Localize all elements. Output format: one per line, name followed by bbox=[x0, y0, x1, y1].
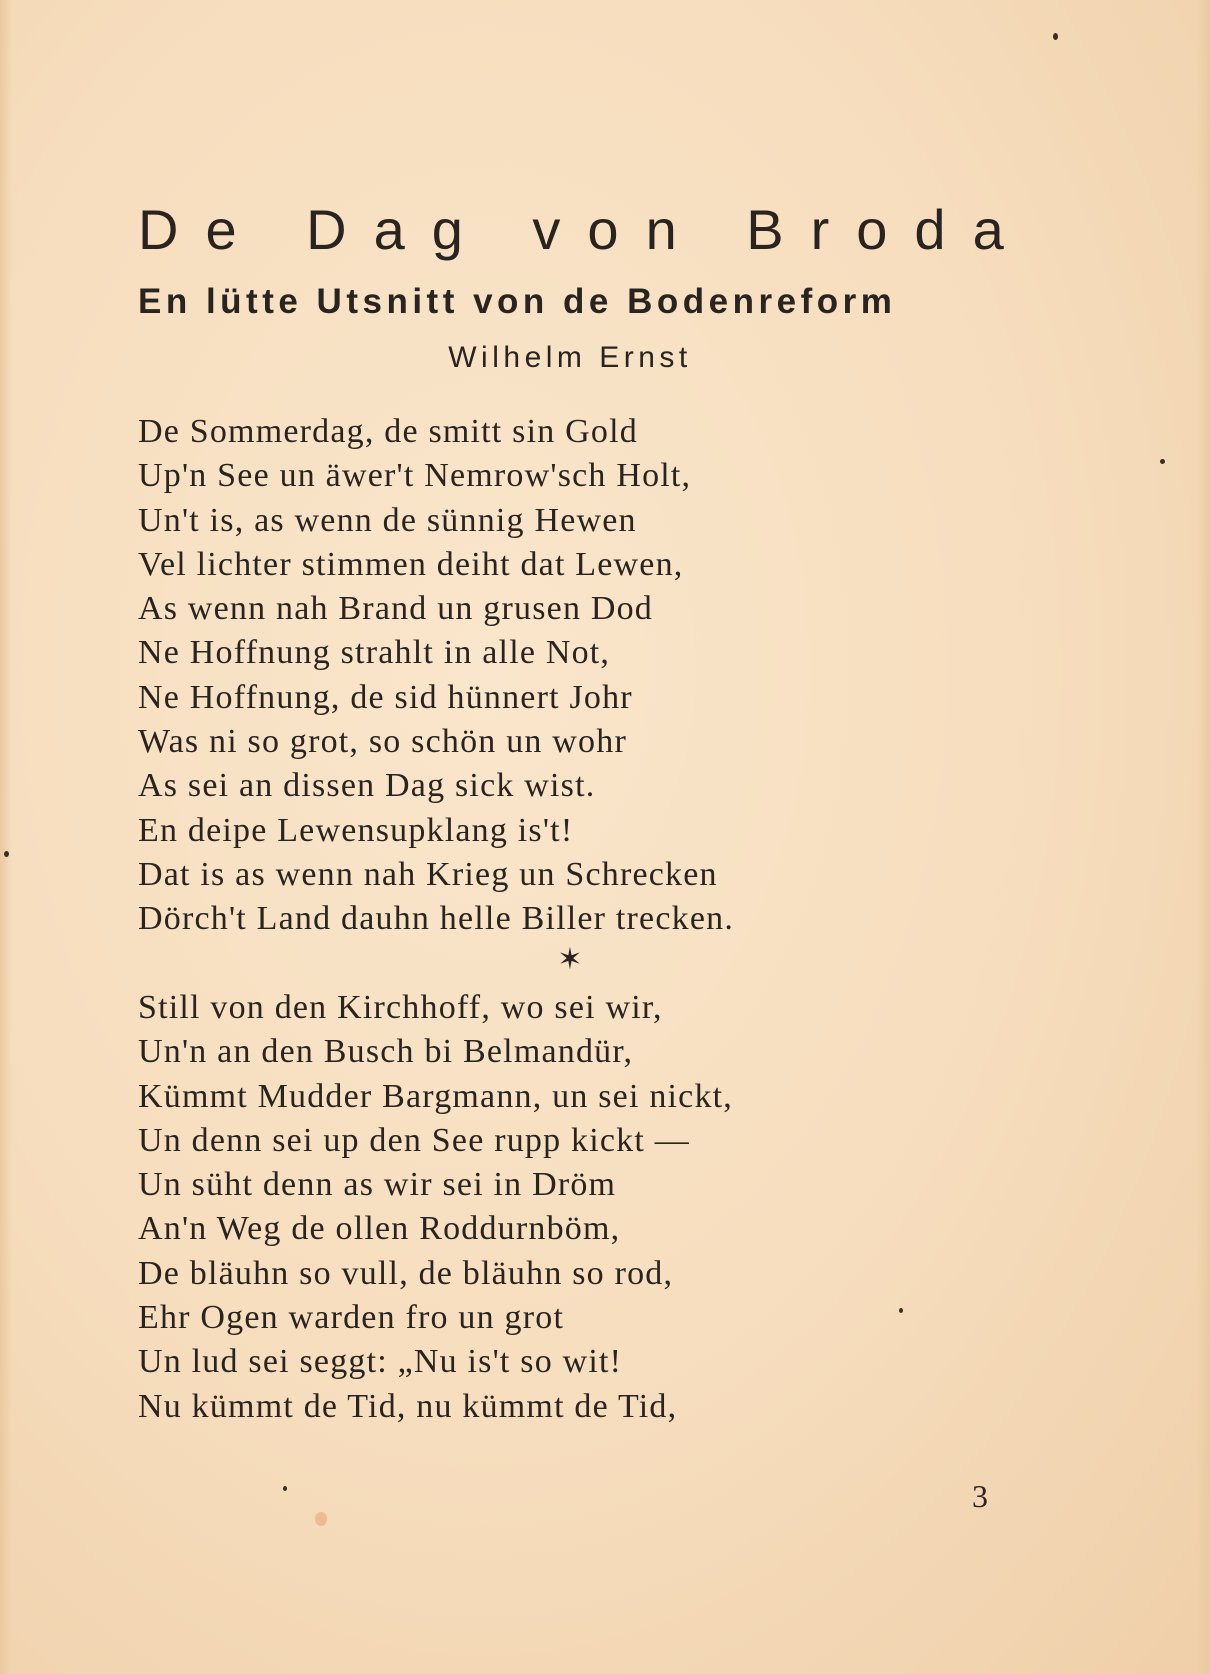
paper-speck bbox=[1160, 459, 1165, 464]
verse-line: Un lud sei seggt: „Nu is't so wit! bbox=[138, 1343, 623, 1381]
poem-subtitle: En lütte Utsnitt von de Bodenreform bbox=[138, 282, 897, 321]
verse-line: Un't is, as wenn de sünnig Hewen bbox=[138, 501, 637, 539]
verse-line: De bläuhn so vull, de bläuhn so rod, bbox=[138, 1254, 674, 1292]
verse-line: Ne Hoffnung, de sid hünnert Johr bbox=[138, 678, 633, 716]
verse-line: An'n Weg de ollen Roddurnböm, bbox=[138, 1210, 621, 1248]
paper-speck bbox=[1053, 33, 1058, 40]
page-edge-left bbox=[0, 0, 12, 1674]
verse-line: Ehr Ogen warden fro un grot bbox=[138, 1299, 565, 1337]
paper-speck bbox=[899, 1308, 903, 1313]
stanza-2 bbox=[138, 986, 733, 1429]
verse-line: Dörch't Land dauhn helle Biller trecken. bbox=[138, 900, 735, 938]
verse-line: Still von den Kirchhoff, wo sei wir, bbox=[138, 989, 663, 1026]
verse-line: As sei an dissen Dag sick wist. bbox=[138, 767, 596, 805]
verse-line: Was ni so grot, so schön un wohr bbox=[138, 723, 627, 761]
poem-author: Wilhelm Ernst bbox=[448, 341, 692, 374]
paper-speck bbox=[4, 851, 9, 857]
paper-stain bbox=[315, 1512, 327, 1526]
verse-line: Vel lichter stimmen deiht dat Lewen, bbox=[138, 545, 684, 583]
paper-speck bbox=[283, 1486, 287, 1491]
page-edge-right bbox=[1196, 0, 1210, 1674]
stanza-separator-star: ✶ bbox=[557, 942, 583, 977]
poem-title: De Dag von Broda bbox=[138, 198, 1031, 261]
stanza-1 bbox=[138, 410, 734, 942]
verse-line: Un süht denn as wir sei in Dröm bbox=[138, 1166, 617, 1204]
page-number: 3 bbox=[972, 1478, 988, 1514]
verse-line: Ne Hoffnung strahlt in alle Not, bbox=[138, 634, 611, 672]
verse-line: Un denn sei up den See rupp kickt — bbox=[138, 1121, 690, 1159]
verse-line: De Sommerdag, de smitt sin Gold bbox=[138, 413, 638, 450]
verse-line: En deipe Lewensupklang is't! bbox=[138, 811, 574, 849]
verse-line: Kümmt Mudder Bargmann, un sei nickt, bbox=[138, 1077, 734, 1115]
verse-line: Dat is as wenn nah Krieg un Schrecken bbox=[138, 855, 718, 893]
verse-line: As wenn nah Brand un grusen Dod bbox=[138, 590, 654, 628]
verse-line: Nu kümmt de Tid, nu kümmt de Tid, bbox=[138, 1387, 678, 1425]
verse-line: Up'n See un äwer't Nemrow'sch Holt, bbox=[138, 457, 692, 495]
verse-line: Un'n an den Busch bi Belmandür, bbox=[138, 1033, 634, 1071]
